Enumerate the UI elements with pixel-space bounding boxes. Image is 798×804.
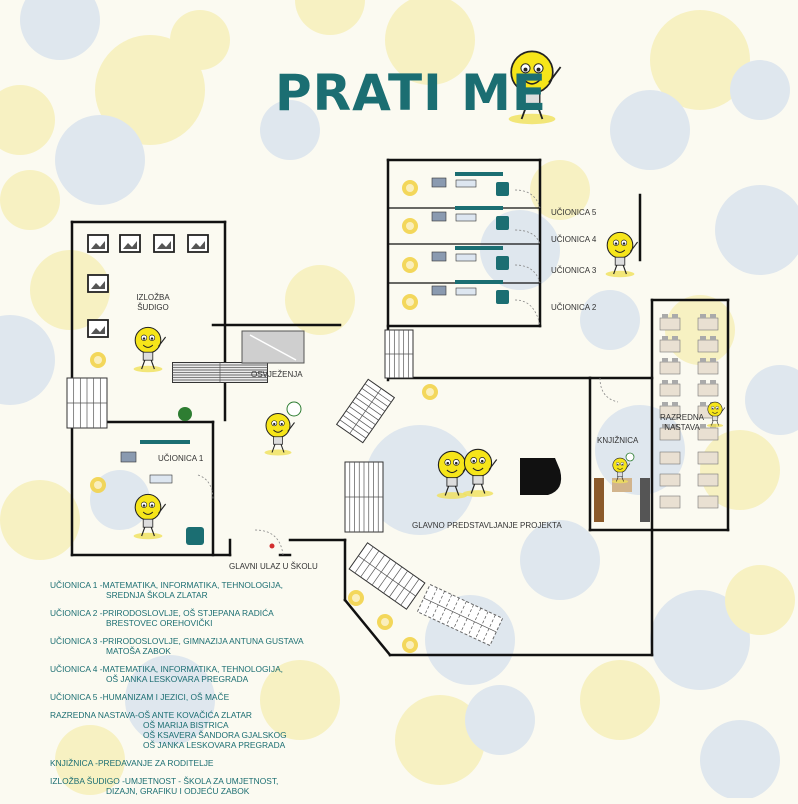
- student-desk: [660, 384, 680, 396]
- main-entrance-label[interactable]: GLAVNI ULAZ U ŠKOLU: [229, 562, 318, 571]
- mascot-shadow: [612, 480, 628, 484]
- room-label-ucionica-2[interactable]: UČIONICA 2: [551, 303, 597, 312]
- bookshelf: [594, 478, 604, 522]
- bookshelf: [640, 478, 650, 522]
- legend-text: PRIRODOSLOVLJE, OŠ STJEPANA RADIĆA: [102, 608, 274, 618]
- room-label-ucionica-1[interactable]: UČIONICA 1: [158, 454, 204, 463]
- legend-item: [50, 636, 350, 656]
- door-swing: [515, 230, 540, 244]
- teacher-chair: [496, 216, 509, 230]
- whiteboard: [455, 172, 503, 176]
- entrance-marker: [270, 544, 275, 549]
- piano: [520, 458, 561, 495]
- mascot-pupil: [712, 408, 713, 409]
- location-marker-center: [406, 261, 414, 269]
- legend-text: MATEMATIKA, INFORMATIKA, TEHNOLOGIJA,: [102, 580, 283, 590]
- legend-key: UČIONICA 4 -: [50, 664, 103, 674]
- legend-item: [50, 776, 350, 796]
- computer: [432, 252, 446, 261]
- projector: [456, 180, 476, 187]
- mascot-head: [607, 232, 633, 258]
- student-chair: [700, 314, 706, 318]
- legend-item: [50, 710, 350, 750]
- room-label-izlozba[interactable]: IZLOŽBA ŠUDIGO: [136, 293, 170, 312]
- student-desk: [698, 496, 718, 508]
- computer: [432, 286, 446, 295]
- mascot-head: [438, 451, 465, 478]
- student-chair: [662, 402, 668, 406]
- mascot-shadow: [606, 271, 635, 277]
- legend-text: OŠ JANKA LESKOVARA PREGRADA: [106, 674, 249, 684]
- mascot-head: [613, 458, 627, 472]
- student-chair: [672, 358, 678, 362]
- legend-text: BRESTOVEC OREHOVIČKI: [106, 618, 213, 628]
- legend-text: DIZAJN, GRAFIKU I ODJEĆU ZABOK: [106, 786, 250, 796]
- mascot-pupil: [446, 462, 449, 465]
- mascot-head: [135, 494, 161, 520]
- legend-text: OŠ KSAVERA ŠANDORA GJALSKOG: [143, 730, 287, 740]
- room-label-razredna-nastava[interactable]: RAZREDNA NASTAVA: [659, 413, 704, 432]
- mascot-base: [712, 416, 717, 421]
- whiteboard: [455, 206, 503, 210]
- projector: [456, 214, 476, 221]
- whiteboard: [455, 280, 503, 284]
- room-label-ucionica-4[interactable]: UČIONICA 4: [551, 235, 597, 244]
- room-label-ucionica-3[interactable]: UČIONICA 3: [551, 266, 597, 275]
- stairs: [417, 585, 502, 646]
- student-chair: [662, 314, 668, 318]
- door-swing: [515, 265, 540, 283]
- legend-text: OŠ JANKA LESKOVARA PREGRADA: [143, 740, 286, 750]
- stairs: [385, 330, 413, 378]
- student-chair: [710, 380, 716, 384]
- mascot-pupil: [143, 504, 145, 506]
- mascot-pupil: [455, 462, 458, 465]
- mascot-pupil: [273, 423, 275, 425]
- door-swing: [600, 378, 618, 402]
- mascot-pupil: [623, 242, 625, 244]
- legend-text: PRIRODOSLOVLJE, GIMNAZIJA ANTUNA GUSTAVA: [102, 636, 304, 646]
- mascot-pupil: [143, 337, 145, 339]
- mascot-base: [143, 519, 153, 527]
- student-chair: [672, 314, 678, 318]
- legend-key: KNJIŽNICA -: [50, 758, 98, 768]
- mascot-shadow: [265, 450, 292, 456]
- plant-icon: [178, 407, 192, 421]
- student-desk: [660, 452, 680, 464]
- legend-text: PREDAVANJE ZA RODITELJE: [97, 758, 214, 768]
- room-label-glavno-predstavljanje[interactable]: GLAVNO PREDSTAVLJANJE PROJEKTA: [412, 521, 562, 530]
- mascot-base: [143, 352, 153, 360]
- page-title: PRATI ME: [275, 64, 547, 122]
- computer: [432, 212, 446, 221]
- student-chair: [672, 336, 678, 340]
- door-swing: [515, 190, 540, 208]
- mascot-shadow: [463, 490, 494, 497]
- location-marker-center: [406, 222, 414, 230]
- mascot-head: [464, 449, 491, 476]
- location-marker-center: [406, 184, 414, 192]
- projector: [456, 288, 476, 295]
- legend-text: MATOŠA ZABOK: [106, 646, 171, 656]
- legend-text: SREDNJA ŠKOLA ZLATAR: [106, 590, 208, 600]
- legend-item: [50, 608, 350, 628]
- mascot-shadow: [134, 366, 163, 372]
- room-label-knjiznica[interactable]: KNJIŽNICA: [597, 436, 639, 445]
- legend-item: [50, 664, 350, 684]
- student-desk: [660, 474, 680, 486]
- student-desk: [660, 340, 680, 352]
- student-chair: [672, 380, 678, 384]
- teacher-chair: [496, 290, 509, 304]
- legend-item: [50, 758, 350, 768]
- teacher-chair: [496, 182, 509, 196]
- mascot-pupil: [617, 464, 618, 465]
- student-chair: [700, 402, 706, 406]
- mascot-base: [615, 257, 625, 265]
- mascot-base: [447, 478, 457, 487]
- whiteboard: [140, 440, 190, 444]
- legend-item: [50, 580, 350, 600]
- mascot-head: [135, 327, 161, 353]
- legend-item: [50, 692, 350, 702]
- legend-key: IZLOŽBA ŠUDIGO -: [50, 776, 125, 786]
- legend-key: UČIONICA 5 -: [50, 692, 103, 702]
- teacher-chair: [496, 256, 509, 270]
- legend-key: UČIONICA 2 -: [50, 608, 103, 618]
- student-chair: [710, 336, 716, 340]
- legend-text: MATEMATIKA, INFORMATIKA, TEHNOLOGIJA,: [102, 664, 283, 674]
- room-label-ucionica-5[interactable]: UČIONICA 5: [551, 208, 597, 217]
- student-desk: [698, 362, 718, 374]
- door-swing: [515, 300, 540, 326]
- mascot-pupil: [615, 242, 617, 244]
- legend-text: UMJETNOST - ŠKOLA ZA UMJETNOST,: [124, 776, 279, 786]
- mascot-pupil: [472, 460, 475, 463]
- student-desk: [660, 362, 680, 374]
- mascot-shadow: [134, 533, 163, 539]
- location-marker-center: [381, 618, 389, 626]
- mascot-head: [266, 414, 290, 438]
- bulb-mascot-icon: [134, 494, 166, 539]
- student-chair: [662, 336, 668, 340]
- whiteboard: [455, 246, 503, 250]
- student-chair: [700, 358, 706, 362]
- student-desk: [698, 340, 718, 352]
- mascot-pupil: [622, 464, 623, 465]
- room-label-osvjezenja[interactable]: OSVJEŽENJA: [251, 370, 303, 379]
- location-marker-center: [406, 641, 414, 649]
- student-chair: [700, 380, 706, 384]
- projector: [150, 475, 172, 483]
- legend: [50, 580, 350, 804]
- location-marker-center: [94, 356, 102, 364]
- mascot-base: [617, 472, 622, 477]
- bulb-mascot-icon: [265, 414, 295, 456]
- location-marker-center: [352, 594, 360, 602]
- student-chair: [700, 336, 706, 340]
- legend-text: OŠ MARIJA BISTRICA: [143, 720, 229, 730]
- idea-bubble-icon: [626, 453, 634, 461]
- mascot-pupil: [151, 337, 153, 339]
- stairs: [345, 462, 383, 532]
- student-chair: [662, 358, 668, 362]
- bulb-mascot-icon: [463, 449, 497, 497]
- door-swing: [198, 475, 213, 500]
- computer: [121, 452, 136, 462]
- stairs: [67, 378, 107, 428]
- legend-key: UČIONICA 3 -: [50, 636, 103, 646]
- student-desk: [698, 452, 718, 464]
- teacher-chair: [186, 527, 204, 545]
- mascot-base: [274, 437, 283, 445]
- mascot-pupil: [481, 460, 484, 463]
- legend-key: RAZREDNA NASTAVA-: [50, 710, 138, 720]
- door-swing: [255, 530, 283, 555]
- student-chair: [672, 402, 678, 406]
- mascot-shadow: [437, 492, 468, 499]
- student-chair: [662, 380, 668, 384]
- legend-text: OŠ ANTE KOVAČIĆA ZLATAR: [137, 710, 252, 720]
- mascot-base: [473, 476, 483, 485]
- location-marker-center: [94, 481, 102, 489]
- projector: [456, 254, 476, 261]
- student-desk: [698, 318, 718, 330]
- idea-bubble-icon: [287, 402, 301, 416]
- student-desk: [698, 474, 718, 486]
- legend-text: HUMANIZAM I JEZICI, OŠ MAČE: [102, 692, 230, 702]
- student-desk: [660, 496, 680, 508]
- location-marker-center: [426, 388, 434, 396]
- location-marker-center: [406, 298, 414, 306]
- student-desk: [698, 384, 718, 396]
- mascot-pupil: [151, 504, 153, 506]
- student-chair: [710, 358, 716, 362]
- mascot-pupil: [281, 423, 283, 425]
- mascot-pupil: [717, 408, 718, 409]
- student-desk: [660, 318, 680, 330]
- student-chair: [710, 314, 716, 318]
- bulb-mascot-icon: [134, 327, 166, 372]
- stairs: [337, 379, 395, 442]
- bulb-mascot-icon: [606, 232, 638, 277]
- computer: [432, 178, 446, 187]
- legend-key: UČIONICA 1 -: [50, 580, 103, 590]
